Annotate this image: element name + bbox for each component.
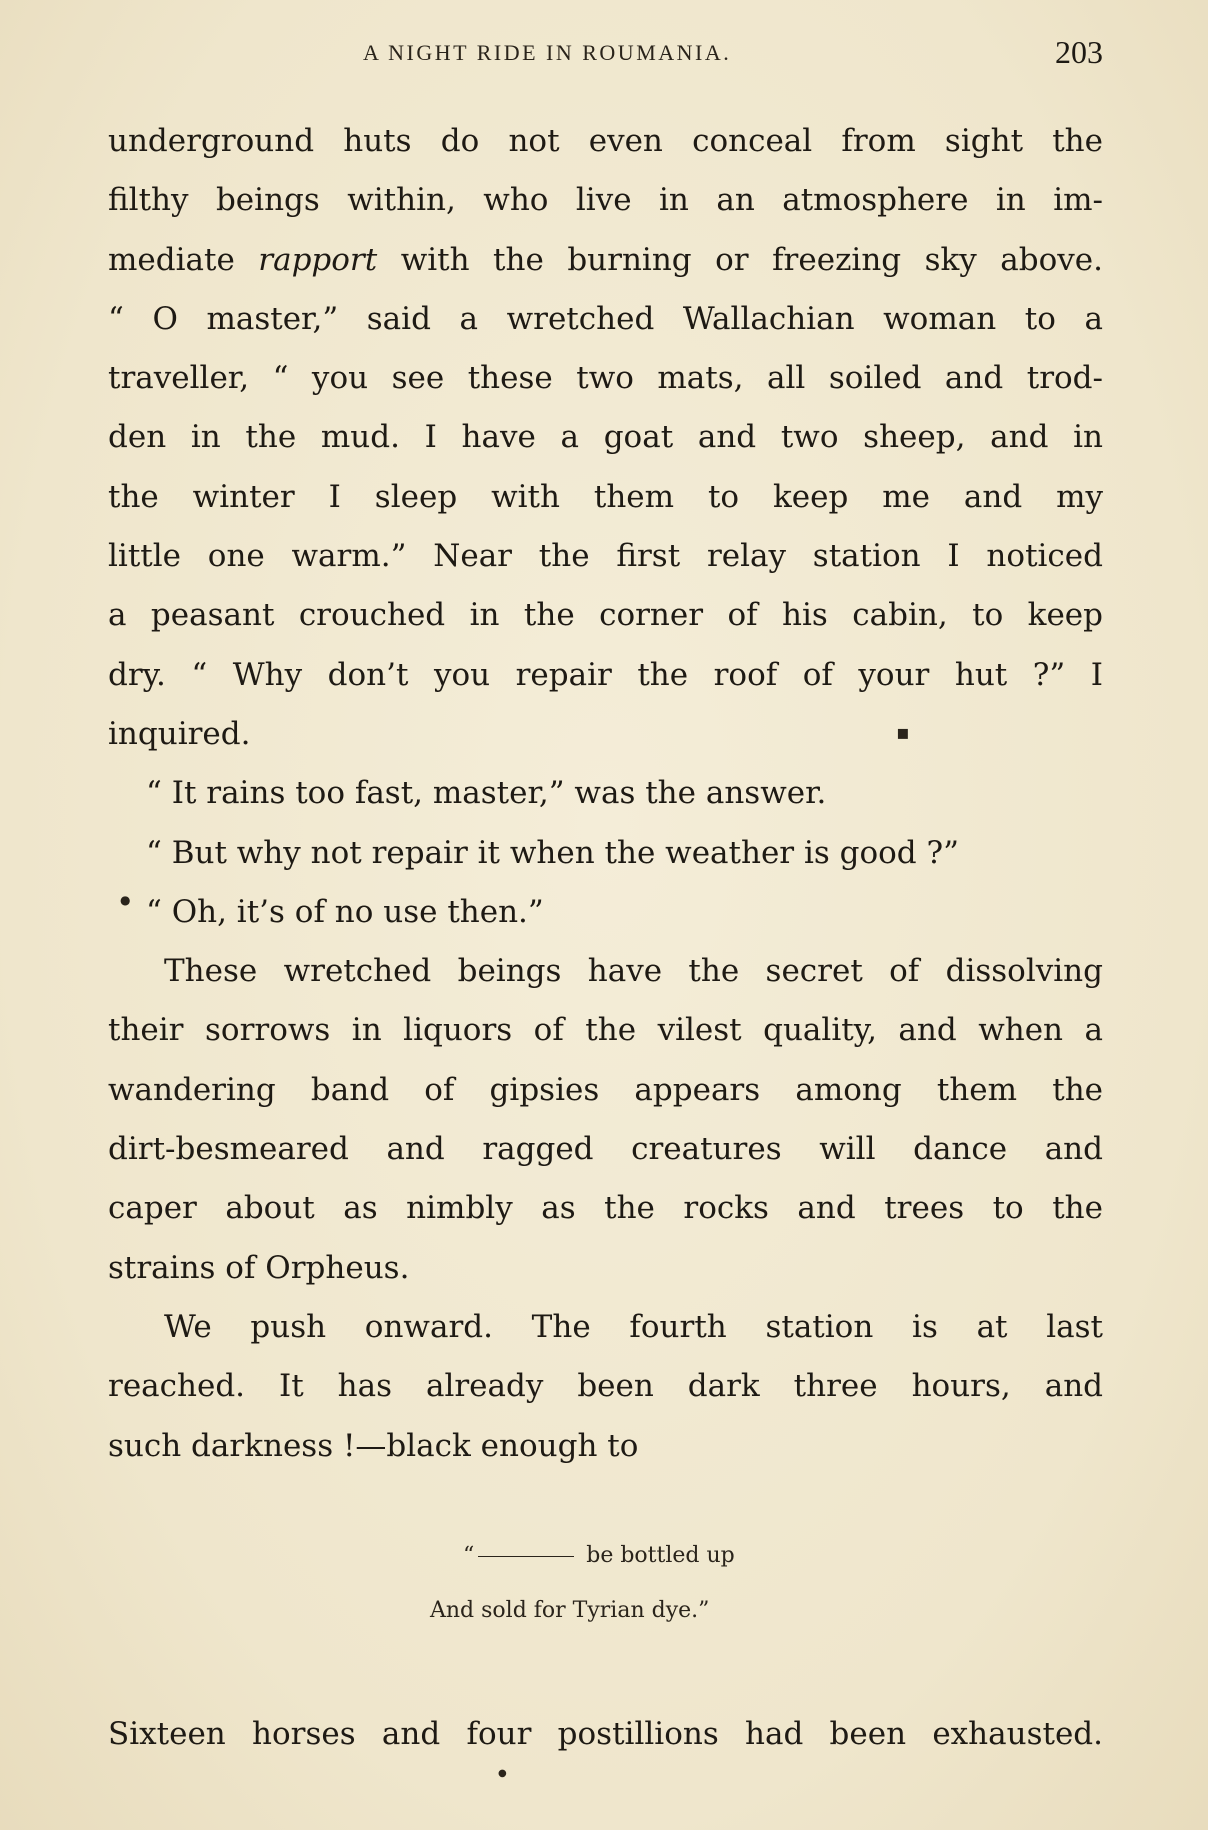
print-speck: ▪: [896, 720, 910, 744]
text-line: “ But why not repair it when the weather is good ?”: [146, 834, 959, 871]
italic-word: rapport: [258, 241, 378, 278]
page-number: 203: [1055, 34, 1103, 70]
text-line: [108, 231, 1103, 290]
text-line: wandering band of gipsies appears among them the: [108, 1071, 1103, 1108]
text-line: dry. “ Why don’t you repair the roof of your hut ?” I: [108, 656, 1103, 693]
text-fragment: with the burning or freezing sky above.: [377, 241, 1104, 278]
page-header: [108, 34, 1103, 74]
text-line: dirt-besmeared and ragged creatures will dance and: [108, 1131, 1103, 1168]
text-fragment: mediate: [108, 241, 259, 278]
print-speck: ●: [498, 1768, 507, 1779]
final-text-line: Sixteen horses and four postillions had been exhausted.: [108, 1716, 1103, 1752]
text-line: strains of Orpheus.: [108, 1249, 410, 1286]
text-line: inquired.: [108, 715, 251, 752]
text-line: “ O master,” said a wretched Wallachian woman to a: [108, 300, 1103, 337]
text-line: filthy beings within, who live in an atmosphere in im-: [108, 182, 1103, 219]
text-line: such darkness !—black enough to: [108, 1427, 639, 1464]
body-text: [108, 112, 1103, 1476]
text-line: den in the mud. I have a goat and two sheep, and in: [108, 419, 1103, 456]
text-line: a peasant crouched in the corner of his cabin, to keep: [108, 597, 1103, 634]
text-line: “ It rains too fast, master,” was the answer.: [146, 775, 827, 812]
text-line: the winter I sleep with them to keep me and my: [108, 478, 1103, 515]
text-line: underground huts do not even conceal from sight the: [108, 123, 1103, 159]
print-speck: ●: [120, 893, 131, 907]
text-line: These wretched beings have the secret of dissolving: [164, 953, 1103, 990]
verse-open-quote: “: [463, 1543, 475, 1568]
text-line: their sorrows in liquors of the vilest quality, and when a: [108, 1012, 1103, 1049]
verse-text: be bottled up: [586, 1543, 735, 1568]
text-line: “ Oh, it’s of no use then.”: [146, 893, 544, 930]
text-line: caper about as nimbly as the rocks and trees to the: [108, 1190, 1103, 1227]
text-line: little one warm.” Near the first relay station I noticed: [108, 538, 1103, 575]
text-line: reached. It has already been dark three hours, and: [108, 1368, 1103, 1405]
running-head: A NIGHT RIDE IN ROUMANIA.: [363, 40, 732, 65]
text-line: traveller, “ you see these two mats, all soiled and trod-: [108, 360, 1103, 397]
text-line: We push onward. The fourth station is at last: [164, 1308, 1103, 1345]
verse-text: And sold for Tyrian dye.”: [430, 1598, 710, 1623]
verse-dash: [478, 1556, 574, 1557]
